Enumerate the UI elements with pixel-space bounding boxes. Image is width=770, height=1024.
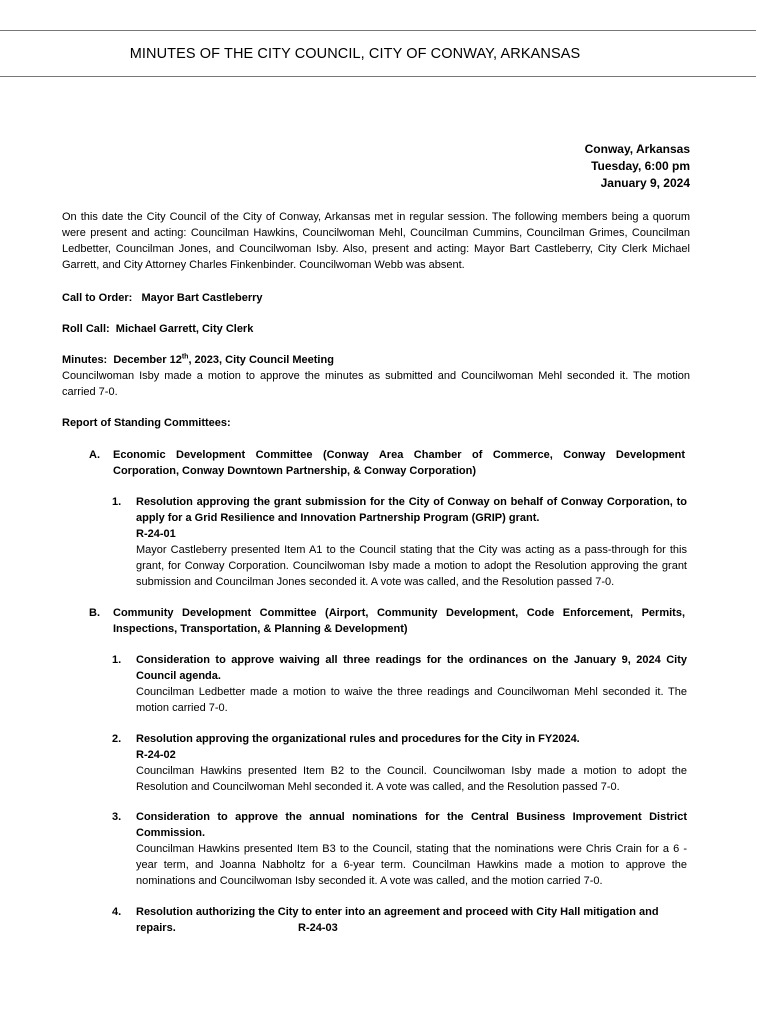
section-title: Community Development Committee (Airport, Community Development, Code Enforcement, Permits, Inspections, Transportation, & Planning & Development) — [113, 607, 685, 635]
minutes-section — [62, 352, 690, 400]
item-description: Councilman Hawkins presented Item B2 to the Council. Councilwoman Isby made a motion to adopt the Resolution and Councilwoman Mehl seconded it. A vote was called, and the Resolution passed 7-0. — [136, 765, 687, 793]
minutes-heading — [62, 352, 690, 368]
meeting-place: Conway, Arkansas — [584, 142, 690, 156]
section-b-item-2 — [112, 731, 687, 795]
item-title: Resolution approving the organizational rules and procedures for the City in FY2024. — [136, 733, 580, 745]
minutes-heading-sup: th — [181, 353, 189, 361]
meeting-date: January 9, 2024 — [600, 176, 690, 190]
item-number: 4. — [112, 906, 122, 918]
item-description: Mayor Castleberry presented Item A1 to the Council stating that the City was acting as a pass-through for this grant, for Conway Corporation. Councilwoman Isby made a motion to adopt the Resolution approving the grant submission and Councilman Jones seconded it. A vote was called, and the Resolution passed 7-0. — [136, 544, 687, 588]
section-a-item-1 — [112, 494, 687, 590]
item-description: Councilman Ledbetter made a motion to waive the three readings and Councilwoman Mehl seconded it. The motion carried 7-0. — [136, 686, 687, 714]
section-b-item-3 — [112, 809, 687, 889]
section-b — [89, 605, 685, 637]
meeting-info — [585, 141, 690, 192]
minutes-heading-prefix: Minutes: December 12 — [62, 354, 182, 366]
roll-call: Roll Call: Michael Garrett, City Clerk — [62, 323, 254, 335]
item-number: 1. — [112, 496, 122, 508]
section-marker: B. — [89, 607, 100, 619]
section-a — [89, 447, 685, 479]
intro-paragraph: On this date the City Council of the City of Conway, Arkansas met in regular session. The following members being a quorum were present and acting: Councilman Hawkins, Councilwoman Mehl, Councilman Cummins, Councilman Grimes, Councilman Ledbetter, Councilman Jones, and Councilwoman Isby. Also, present and acting: Mayor Bart Castleberry, City Clerk Michael Garrett, and City Attorney Charles Finkenbinder. Councilwoman Webb was absent. — [62, 211, 690, 271]
item-title-line-1: Resolution authorizing the City to enter into an agreement and proceed with City Hall mitigation and — [136, 906, 659, 918]
item-title: Resolution approving the grant submission for the City of Conway on behalf of Conway Corporation, to apply for a Grid Resilience and Innovation Partnership Program (GRIP) grant. — [136, 496, 687, 524]
meeting-day-time: Tuesday, 6:00 pm — [591, 159, 690, 173]
item-number: 1. — [112, 654, 122, 666]
section-marker: A. — [89, 449, 100, 461]
resolution-code: R-24-01 — [136, 528, 176, 540]
item-title: Consideration to approve waiving all three readings for the ordinances on the January 9, 2024 City Council agenda. — [136, 654, 687, 682]
call-to-order: Call to Order: Mayor Bart Castleberry — [62, 292, 263, 304]
header-bottom-rule — [0, 76, 756, 77]
resolution-code: R-24-03 — [298, 922, 338, 934]
item-number: 3. — [112, 811, 122, 823]
item-title-line-2-text: repairs. — [136, 922, 176, 934]
item-description: Councilman Hawkins presented Item B3 to the Council, stating that the nominations were Chris Crain for a 6 -year term, and Joanna Nabholtz for a 6-year term. Councilman Hawkins made a motion to approve the nominations and Councilwoman Isby seconded it. A vote was called, and the motion carried 7-0. — [136, 843, 687, 887]
item-title-line-2 — [136, 920, 687, 936]
section-b-item-1 — [112, 652, 687, 716]
page-header-title: MINUTES OF THE CITY COUNCIL, CITY OF CONWAY, ARKANSAS — [129, 46, 581, 62]
section-b-item-4 — [112, 904, 687, 936]
header-top-rule — [0, 30, 756, 31]
item-title: Consideration to approve the annual nominations for the Central Business Improvement District Commission. — [136, 811, 687, 839]
item-number: 2. — [112, 733, 122, 745]
section-title: Economic Development Committee (Conway Area Chamber of Commerce, Conway Development Corporation, Conway Downtown Partnership, & Conway Corporation) — [113, 449, 685, 477]
minutes-heading-suffix: , 2023, City Council Meeting — [188, 354, 334, 366]
standing-committees-heading: Report of Standing Committees: — [62, 417, 231, 429]
minutes-text: Councilwoman Isby made a motion to approve the minutes as submitted and Councilwoman Mehl seconded it. The motion carried 7-0. — [62, 370, 690, 398]
resolution-code: R-24-02 — [136, 749, 176, 761]
